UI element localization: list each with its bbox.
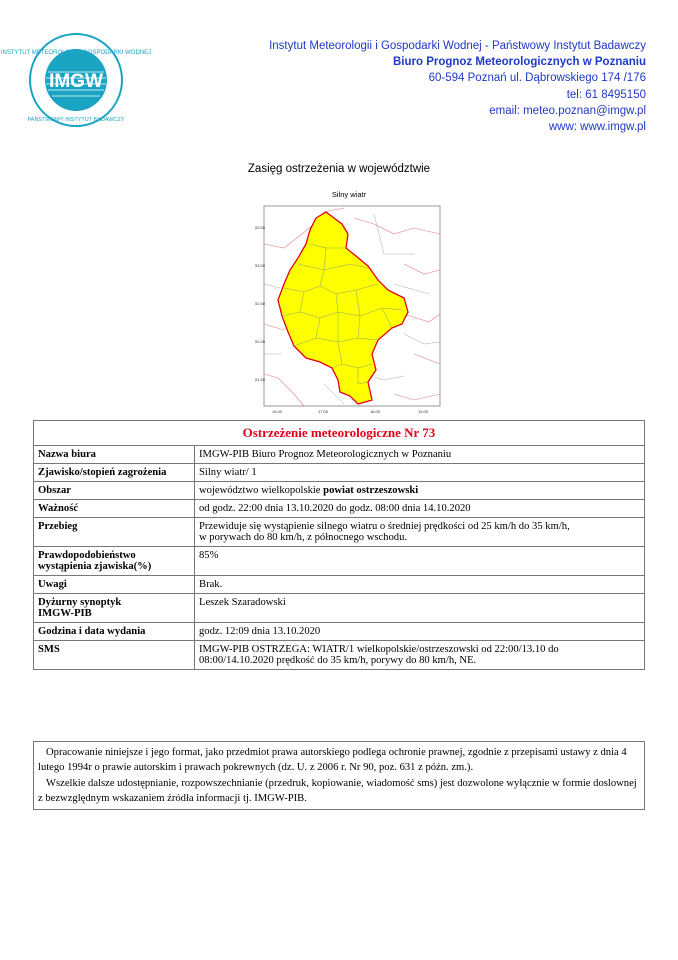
row-label (34, 594, 195, 623)
label-line: Dyżurny synoptyk (38, 597, 122, 608)
y-tick: 53.00 (255, 263, 266, 268)
warning-heading: Ostrzeżenie meteorologiczne Nr 73 (34, 421, 645, 446)
sms-line: IMGW-PIB OSTRZEGA: WIATR/1 wielkopolskie/ostrzeszowski od 22:00/13.10 do (199, 644, 559, 655)
warning-map (254, 190, 444, 420)
row-value (195, 518, 645, 547)
warning-table (33, 420, 645, 670)
copyright-paragraph: Opracowanie niniejsze i jego format, jako przedmiot prawa autorskiego podlega ochronie prawnej, zgodnie z przepisami ustawy z dnia 4 lutego 1994r o prawie autorskim i prawach pokrewnych (dz. U. z 2006 r. Nr 90, poz. 631 z późn. zm.). (38, 747, 627, 774)
row-value: Brak. (195, 576, 645, 594)
row-value: godz. 12:09 dnia 13.10.2020 (195, 623, 645, 641)
table-row (34, 518, 645, 547)
range-title: Zasięg ostrzeżenia w województwie (247, 163, 431, 175)
table-row (34, 623, 645, 641)
y-tick: 52.00 (255, 339, 266, 344)
area-county: powiat ostrzeszowski (323, 485, 419, 496)
sms-line: 08:00/14.10.2020 prędkość do 35 km/h, porywy do 80 km/h, NE. (199, 655, 477, 666)
row-label: Godzina i data wydania (34, 623, 195, 641)
row-value: IMGW-PIB Biuro Prognoz Meteorologicznych w Poznaniu (195, 446, 645, 464)
x-tick: 16.00 (272, 409, 283, 414)
x-tick: 17.00 (318, 409, 329, 414)
row-label: Przebieg (34, 518, 195, 547)
table-row (34, 547, 645, 576)
office-email[interactable]: email: meteo.poznan@imgw.pl (489, 104, 646, 117)
map-figure (254, 204, 444, 420)
row-label (34, 547, 195, 576)
logo-ring-text-bottom: PAŃSTWOWY INSTYTUT BADAWCZY (27, 117, 125, 123)
logo-ring-text: INSTYTUT METEOROLOGII I GOSPODARKI WODNEJ (0, 50, 152, 56)
row-value (195, 482, 645, 500)
office-website[interactable]: www: www.imgw.pl (548, 121, 646, 134)
row-label: Nazwa biura (34, 446, 195, 464)
table-row (34, 594, 645, 623)
row-value: Leszek Szaradowski (195, 594, 645, 623)
row-value: od godz. 22:00 dnia 13.10.2020 do godz. 08:00 dnia 14.10.2020 (195, 500, 645, 518)
copyright-notice (33, 741, 645, 810)
row-label: Uwagi (34, 576, 195, 594)
institute-name: Instytut Meteorologii i Gospodarki Wodnej - Państwowy Instytut Badawczy (269, 40, 646, 52)
y-tick: 51.50 (255, 377, 266, 382)
table-row (34, 464, 645, 482)
map-title: Silny wiatr (331, 190, 367, 199)
row-value: 85% (195, 547, 645, 576)
label-line: IMGW-PIB (38, 608, 92, 619)
row-label: Obszar (34, 482, 195, 500)
row-value (195, 641, 645, 670)
table-row (34, 446, 645, 464)
institute-header (269, 38, 646, 135)
row-label: Zjawisko/stopień zagrożenia (34, 464, 195, 482)
office-phone: tel: 61 8495150 (566, 88, 646, 101)
table-row (34, 482, 645, 500)
course-line: w porywach do 80 km/h, z północnego wschodu. (199, 532, 408, 543)
row-value: Silny wiatr/ 1 (195, 464, 645, 482)
y-tick: 52.50 (255, 301, 266, 306)
row-label: SMS (34, 641, 195, 670)
logo-text: IMGW (49, 71, 103, 92)
copyright-paragraph: Wszelkie dalsze udostępnianie, rozpowszechnianie (przedruk, kopiowanie, wiadomość sms) jest dozwolone wyłącznie w formie doslownej z bezwzględnym wskazaniem źródła informacji tj. IMGW-PIB. (38, 777, 637, 804)
y-tick: 53.50 (255, 225, 266, 230)
imgw-logo (0, 32, 152, 128)
table-row (34, 576, 645, 594)
label-line: wystąpienia zjawiska(%) (38, 561, 152, 572)
area-region: województwo wielkopolskie (199, 485, 321, 496)
table-row (34, 500, 645, 518)
table-row (34, 641, 645, 670)
row-label: Ważność (34, 500, 195, 518)
x-tick: 18.00 (370, 409, 381, 414)
x-tick: 19.00 (418, 409, 429, 414)
label-line: Prawdopodobieństwo (38, 550, 136, 561)
course-line: Przewiduje się wystąpienie silnego wiatru o średniej prędkości od 25 km/h do 35 km/h, (199, 521, 570, 532)
office-name: Biuro Prognoz Meteorologicznych w Poznaniu (392, 56, 646, 69)
office-address: 60-594 Poznań ul. Dąbrowskiego 174 /176 (428, 72, 646, 85)
